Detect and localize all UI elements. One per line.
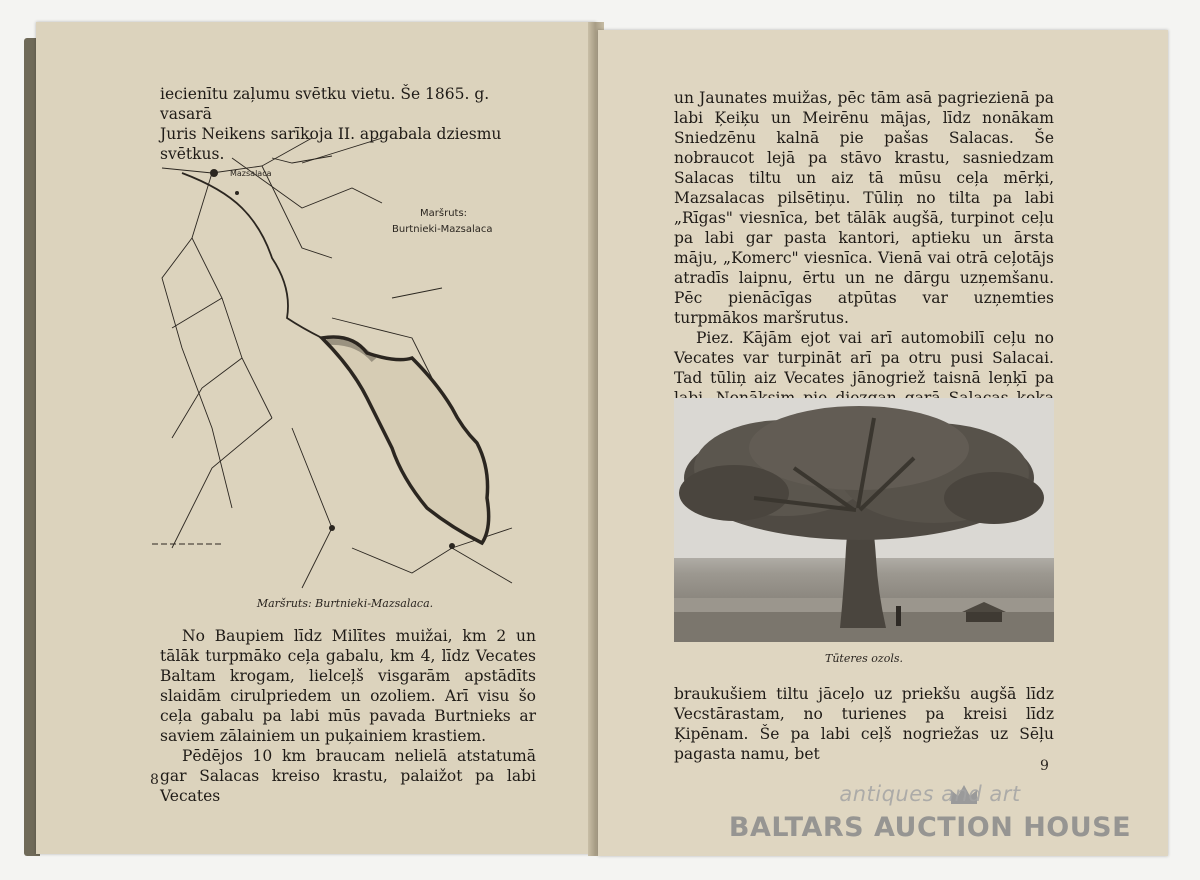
map-road — [392, 288, 442, 298]
map-road — [232, 158, 382, 208]
map-town-label: Mazsalaca — [230, 169, 272, 178]
intro-line-1: iecienītu zaļumu svētku vietu. Še 1865. g. vasarā — [160, 85, 490, 123]
route-map — [152, 128, 542, 598]
map-road — [172, 418, 272, 548]
map-road — [292, 428, 332, 588]
page-number-left: 8 — [150, 772, 159, 788]
right-paragraph-1: un Jaunates muižas, pēc tām asā pagriezienā pa labi Ķeiķu un Meirēnu mājas, līdz nonākam Sniedzēnu kalnā pie pašas Salacas. Še nobraucot lejā pa stāvo krastu, sasniedzam Salacas tiltu un aiz tā mūsu ceļa mērķi, Mazsalacas pilsētiņu. Tūliņ no tilta pa labi „Rīgas" viesnīca, bet tālāk augšā, turpinot ceļu pa labi gar pasta kantori, aptieku un ārsta māju, „Komerc" viesnīca. Vienā vai otrā ceļotājs atradīs laipnu, ērtu un ne dārgu uzņemšanu. Pēc pienācīgas atpūtas var uzņemties turpmākos maršrutus. — [674, 89, 1054, 327]
map-label-route: Burtnieki-Mazsalaca — [392, 224, 493, 235]
map-road — [192, 173, 272, 418]
town-marker — [210, 169, 218, 177]
lake-burtnieks — [322, 337, 489, 543]
watermark-name: BALTARS AUCTION HOUSE — [728, 812, 1132, 843]
watermark-tagline: antiques and art — [839, 782, 1021, 806]
map-caption: Maršruts: Burtnieki-Mazsalaca. — [256, 597, 434, 610]
page-number-right: 9 — [1040, 758, 1049, 774]
right-paragraph-2: Piez. Kājām ejot vai arī automobilī ceļu no Vecates var turpināt arī pa otru pusi Salacai. Tad tūliņ aiz Vecates jānogriež taisnā leņķī pa — [674, 329, 1054, 387]
map-label-title: Maršruts: — [420, 208, 468, 219]
right-body-bottom — [674, 684, 1054, 764]
auction-watermark — [720, 782, 1140, 862]
map-road — [352, 528, 512, 573]
map-road — [172, 358, 242, 438]
photo-caption: Tūteres ozols. — [825, 652, 903, 665]
left-paragraph-1: No Baupiem līdz Milītes muižai, km 2 un tālāk turpmāko ceļa gabalu, km 4, līdz Vecates Baltam krogam, lielceļš visgarām apstādīts slaidām cirulpriedem un ozoliem. Arī visu šo ceļa gabalu pa labi mūs pavada Burtnieks ar saviem zālainiem un puķainiem krastiem. — [160, 627, 536, 745]
left-paragraph-2: Pēdējos 10 km braucam nelielā atstatumā gar Salacas kreiso krastu, palaižot pa labi Vecates — [160, 747, 536, 805]
right-paragraph-3: braukušiem tiltu jāceļo uz priekšu augšā līdz Vecstārastam, no turienes pa kreisi līdz Ķipēnam. Še pa labi ceļš nogriežas uz Sēļu pagasta namu, bet — [674, 685, 1054, 763]
map-road — [452, 548, 512, 583]
map-road — [162, 138, 312, 173]
river-salaca — [182, 173, 322, 338]
intro-line-2: Juris Neikens sarīkoja II. apgabala dziesmu svētkus. — [160, 125, 502, 163]
map-road — [262, 166, 332, 258]
oak-tree-photo — [674, 398, 1054, 642]
left-body — [160, 626, 536, 806]
map-road — [172, 298, 222, 328]
map-road — [272, 156, 332, 163]
